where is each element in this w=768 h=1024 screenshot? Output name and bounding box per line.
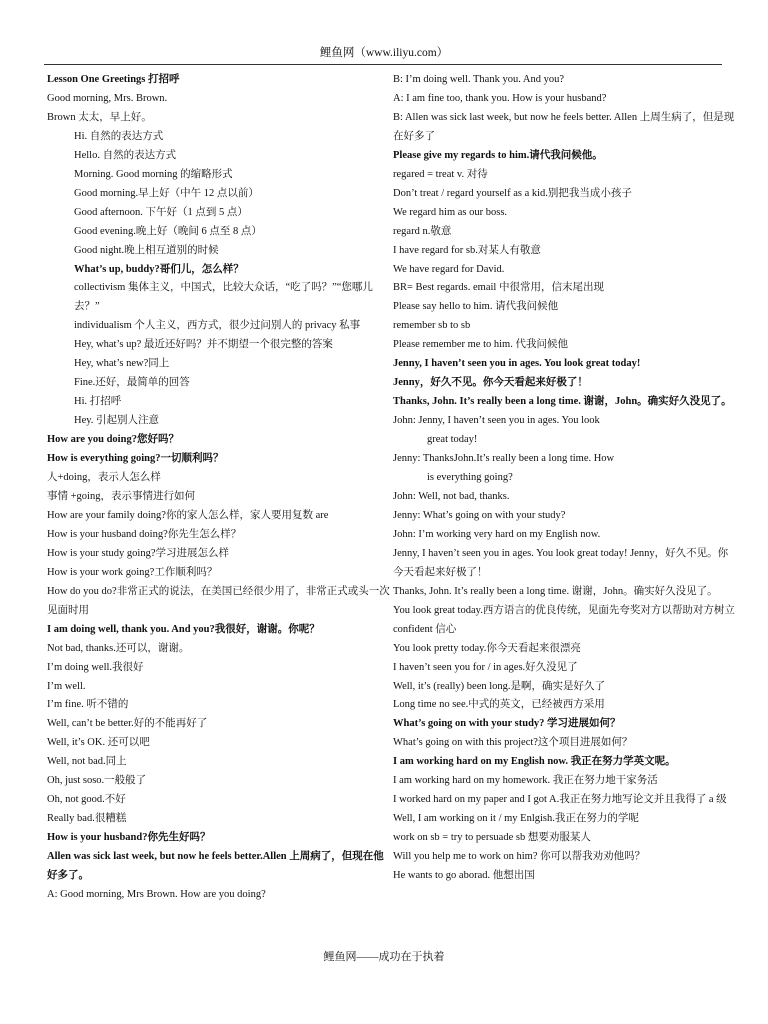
text-line: Well, not bad.同上	[47, 756, 127, 768]
text-line: Oh, just soso.一般般了	[47, 775, 147, 787]
text-line: John: Jenny, I haven’t seen you in ages. You look	[393, 415, 600, 427]
text-line: Hey, what’s up? 最近还好吗？并不期望一个很完整的答案	[74, 339, 333, 351]
text-line: We regard him as our boss.	[393, 206, 508, 218]
text-line: I worked hard on my paper and I got A.我正在努力地写论文并且我得了 a 级	[393, 794, 727, 806]
right-column	[393, 71, 738, 886]
left-column	[47, 71, 392, 905]
text-line: A: I am fine too, thank you. How is your husband?	[393, 92, 607, 104]
text-line: How is your husband doing?你先生怎么样？	[47, 528, 242, 540]
text-line: I’m fine. 听不错的	[47, 699, 129, 711]
text-line: Lesson One Greetings 打招呼	[47, 74, 180, 85]
text-line: remember sb to sb	[393, 320, 471, 332]
text-line: Jenny, I haven’t seen you in ages. You look great today! Jenny，好久不见。你今天看起来好极了！	[393, 547, 729, 578]
header-divider	[44, 64, 722, 65]
text-line: Please give my regards to him.请代我问候他。	[393, 149, 603, 161]
text-line: Well, it’s OK. 还可以吧	[47, 737, 150, 749]
text-line: Don’t treat / regard yourself as a kid.别把我当成小孩子	[393, 187, 632, 199]
text-line: How do you do?非常正式的说法，在美国已经很少用了，非常正式或头一次见面时用	[47, 585, 390, 616]
text-line: Morning. Good morning 的缩略形式	[74, 168, 233, 180]
text-line: He wants to go aborad. 他想出国	[393, 870, 535, 882]
text-line: B: I’m doing well. Thank you. And you?	[393, 74, 564, 85]
text-line: Well, I am working on it / my Enlgish.我正在努力的学呢	[393, 813, 639, 825]
text-line: Hi. 打招呼	[74, 396, 122, 408]
text-line: BR= Best regards. email 中很常用，信末尾出现	[393, 282, 604, 294]
text-line: How is your work going?工作顺利吗？	[47, 566, 218, 578]
page-header: 鲤鱼网（www.iliyu.com）	[319, 47, 449, 59]
text-line: Good morning, Mrs. Brown.	[47, 92, 168, 104]
text-line: Jenny, I haven’t seen you in ages. You look great today!	[393, 358, 641, 370]
text-line: Jenny，好久不见。你今天看起来好极了！	[393, 377, 588, 389]
text-line: Thanks, John. It’s really been a long time. 谢谢，John。确实好久没见了。	[393, 585, 718, 597]
text-line: B: Allen was sick last week, but now he feels better. Allen 上周生病了，但是现在好多了	[393, 111, 735, 142]
text-line: Hello. 自然的表达方式	[74, 149, 177, 161]
text-line: Not bad, thanks.还可以，谢谢。	[47, 642, 190, 654]
text-line: What’s going on with this project?这个项目进展如何？	[393, 737, 633, 749]
text-line: I’m well.	[47, 680, 86, 692]
text-line: I have regard for sb.对某人有敬意	[393, 244, 541, 256]
text-line: I am doing well, thank you. And you?我很好，谢谢。你呢？	[47, 623, 320, 635]
text-line: Please say hello to him. 请代我问候他	[393, 301, 559, 313]
text-line: individualism 个人主义，西方式，很少过问别人的 privacy 私事	[74, 320, 361, 332]
text-line: Hey. 引起别人注意	[74, 415, 160, 427]
text-line: What’s up, buddy?哥们儿，怎么样？	[74, 263, 244, 275]
text-line: Brown 太太，早上好。	[47, 111, 152, 123]
text-line: 事情 +going，表示事情进行如何	[47, 490, 195, 502]
text-line: Good afternoon. 下午好（1 点到 5 点）	[74, 206, 248, 218]
text-line: How is your husband?你先生好吗？	[47, 832, 211, 844]
text-line: I am working hard on my homework. 我正在努力地干家务活	[393, 775, 658, 787]
text-line: I haven’t seen you for / in ages.好久没见了	[393, 661, 578, 673]
text-line: A: Good morning, Mrs Brown. How are you doing?	[47, 888, 266, 900]
text-line: Jenny: ThanksJohn.It’s really been a long time. How	[393, 453, 615, 465]
text-line: Jenny: What’s going on with your study?	[393, 509, 566, 521]
text-line: We have regard for David.	[393, 263, 505, 275]
text-line: is everything going?	[427, 472, 513, 484]
text-line: How is everything going?一切顺利吗？	[47, 453, 224, 465]
text-line: 人+doing，表示人怎么样	[47, 472, 161, 484]
page-footer: 鲤鱼网——成功在于执着	[323, 951, 445, 963]
text-line: Allen was sick last week, but now he feels better.Allen 上周病了，但现在他好多了。	[47, 851, 384, 882]
text-line: Long time no see.中式的英文，已经被西方采用	[393, 699, 605, 711]
text-line: Hey, what’s new?同上	[74, 358, 170, 370]
text-line: work on sb = try to persuade sb 想要劝服某人	[393, 832, 591, 844]
text-line: Really bad.很糟糕	[47, 813, 127, 825]
text-line: Well, it’s (really) been long.是啊，确实是好久了	[393, 680, 606, 692]
text-line: You look pretty today.你今天看起来很漂亮	[393, 642, 581, 654]
text-line: How are you doing?您好吗？	[47, 434, 179, 446]
text-line: I am working hard on my English now. 我正在努力学英文呢。	[393, 756, 676, 768]
text-line: How are your family doing?你的家人怎么样，家人要用复数 are	[47, 509, 329, 521]
text-line: I’m doing well.我很好	[47, 661, 144, 673]
text-line: Well, can’t be better.好的不能再好了	[47, 718, 208, 730]
text-line: Hi. 自然的表达方式	[74, 130, 164, 142]
text-line: You look great today.西方语言的优良传统，见面先夸奖对方以帮助对方树立 confident 信心	[393, 604, 735, 635]
text-line: collectivism 集体主义，中国式，比较大众话，“吃了吗？”“您哪儿去？”	[74, 282, 373, 313]
text-line: Will you help me to work on him? 你可以帮我劝劝他吗？	[393, 851, 646, 863]
text-line: Good evening.晚上好（晚间 6 点至 8 点）	[74, 225, 262, 237]
text-line: regared = treat v. 对待	[393, 168, 488, 180]
text-line: Please remember me to him. 代我问候他	[393, 339, 568, 351]
text-line: What’s going on with your study? 学习进展如何？	[393, 718, 621, 730]
text-line: Good morning.早上好（中午 12 点以前）	[74, 187, 259, 199]
text-line: How is your study going?学习进展怎么样	[47, 547, 229, 559]
text-line: Oh, not good.不好	[47, 794, 126, 806]
text-line: great today!	[427, 434, 478, 446]
text-line: regard n.敬意	[393, 225, 452, 237]
text-line: John: Well, not bad, thanks.	[393, 490, 510, 502]
text-line: John: I’m working very hard on my English now.	[393, 528, 601, 540]
text-line: Thanks, John. It’s really been a long time. 谢谢，John。确实好久没见了。	[393, 396, 732, 408]
text-line: Good night.晚上相互道别的时候	[74, 244, 219, 256]
text-line: Fine.还好，最简单的回答	[74, 377, 190, 389]
